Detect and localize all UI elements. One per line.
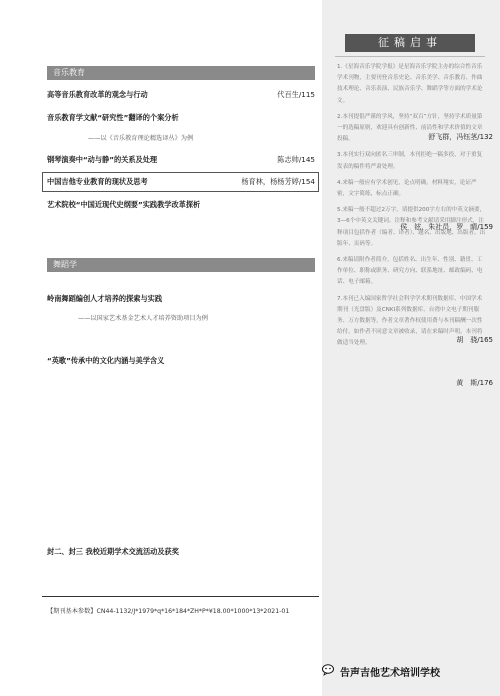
article-author: 胡 骁/165	[456, 336, 493, 344]
article-subtitle: ——以国家艺术基金艺术人才培养资助项目为例	[78, 315, 208, 322]
call-paragraph: 5.来稿一般不超过2万字，请提供200字左右的中英文摘要，3—6个中英文关键词。注释和参考文献请采用脚注形式，注释项目包括作者（编者、译者）、题名、出版地、出版者、出版年、页码等。	[337, 207, 486, 247]
call-paragraph: 4.来稿一般应有学术创见，论点明确，材料翔实，论证严密，文字简练，标点正确。	[337, 179, 477, 198]
call-for-papers-body	[337, 62, 487, 355]
article-entry[interactable]	[47, 155, 315, 165]
article-author: 侯 铉，朱社员，罗 晴/159	[400, 223, 493, 231]
call-for-papers-title: 征稿启事	[345, 34, 475, 52]
dance-section-heading: 舞蹈学	[47, 258, 315, 272]
chat-bubble-icon	[322, 664, 336, 676]
article-entry[interactable]	[47, 294, 315, 304]
article-title: “英歌”传承中的文化内涵与美学含义	[47, 356, 165, 365]
article-subtitle: ——以《音乐教育理论精选译丛》为例	[88, 135, 194, 142]
article-entry-highlighted[interactable]	[47, 177, 315, 187]
article-author: 代百生/115	[277, 90, 315, 99]
article-title: 高等音乐教育改革的观念与行动	[47, 90, 148, 99]
watermark: 告声吉他艺术培训学校	[340, 668, 440, 679]
call-paragraph: 7.本刊已入编国家哲学社会科学学术期刊数据库、中国学术期刊（光盘版）及CNKI系列数据库、台湾中文电子期刊服务、万方数据等，作者文章著作权使用费与本刊稿酬一次性给付。如作者不同意文章被收录，请在来稿时声明，本刊将做适当处理。	[337, 295, 483, 347]
divider	[335, 56, 485, 57]
article-author: 陈志帅/145	[277, 155, 315, 164]
article-title: 岭南舞蹈编创人才培养的探索与实践	[47, 294, 163, 303]
article-author: 杨育林，杨杨芳婷/154	[241, 177, 315, 186]
music-section-heading: 音乐教育	[47, 66, 315, 80]
article-entry[interactable]	[47, 356, 315, 366]
divider	[42, 596, 319, 597]
article-title: 艺术院校“中国近现代史纲要”实践教学改革探析	[47, 200, 201, 209]
call-paragraph: 6.来稿请附作者简介，包括姓名、出生年、性别、籍贯、工作单位、职称或职务、研究方向、联系地址、邮政编码、电话、电子邮箱。	[337, 257, 483, 286]
article-entry[interactable]	[47, 113, 315, 123]
article-author: 黄 斯/176	[456, 379, 493, 387]
call-paragraph: 1.《星海音乐学院学报》是星海音乐学院主办的综合性音乐学术刊物，主要刊登音乐史论、音乐美学、音乐教育、作曲技术理论、音乐表演、民族音乐学、舞蹈学等方面的学术论文。	[337, 64, 483, 104]
article-title: 中国吉他专业教育的现状及思考	[47, 177, 148, 186]
call-paragraph: 3.本刊实行双向匿名三审制，本刊拒绝一稿多投，对于重复发表的稿件将严肃处理。	[337, 152, 483, 170]
cover-note: 封二、封三 我校近期学术交流活动及获奖	[47, 547, 179, 556]
article-author: 舒飞群，冯钰茎/132	[428, 133, 493, 141]
call-paragraph: 2.本刊提倡严谨的学风，坚持“双百”方针，坚持学术质量第一的选稿原则，欢迎具有创新性、前沿性和学术价值的文章投稿。	[337, 113, 483, 143]
article-entry[interactable]	[47, 90, 315, 100]
article-title: 音乐教育学文献“研究性”翻译的个案分析	[47, 113, 179, 122]
article-title: 钢琴演奏中“动与静”的关系及处理	[47, 155, 158, 164]
article-entry[interactable]	[47, 200, 315, 210]
journal-parameters: 【期刊基本参数】CN44-1132/J*1979*q*16*184*ZH*P*¥18.00*1000*13*2021-01	[47, 608, 290, 615]
